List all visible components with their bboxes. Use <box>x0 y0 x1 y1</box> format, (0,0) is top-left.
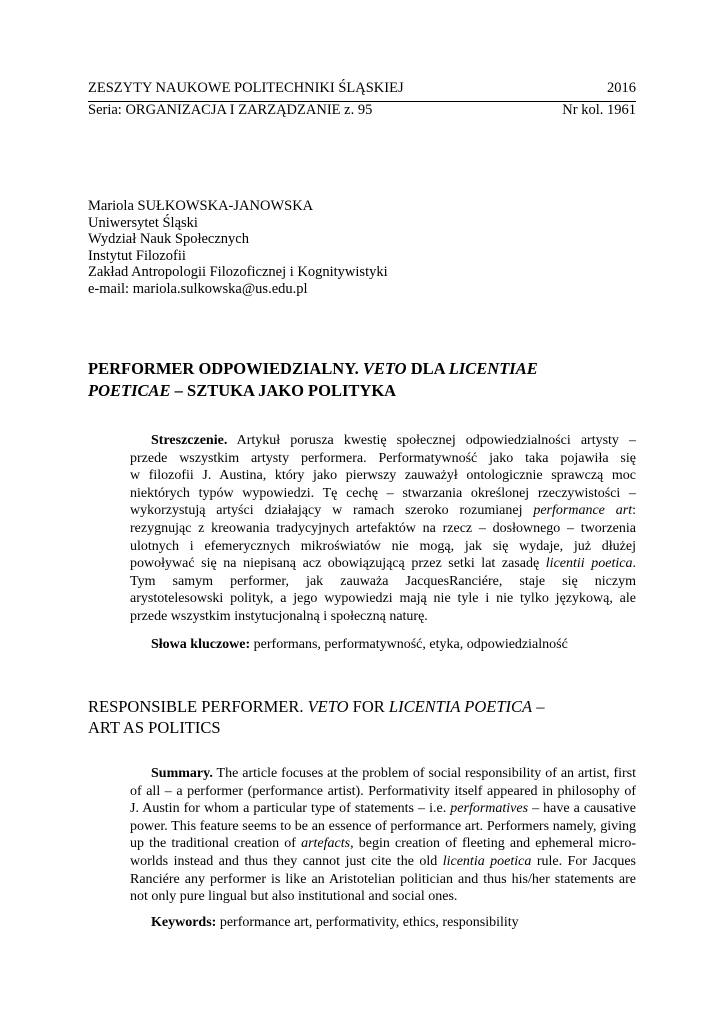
abstract-pl-label: Streszczenie. <box>151 433 228 448</box>
abstract-pl-line: rezygnując z kreowania tradycyjnych artefaktów na rzecz – dosłownego – tworzenia <box>130 520 636 536</box>
author-university: Uniwersytet Śląski <box>88 214 198 231</box>
abstract-en-line: Ranciére any performer is like an Aristotelian politician and thus his/her statements are <box>130 871 636 887</box>
abstract-en-line: Summary. The article focuses at the problem of social responsibility of an artist, first <box>151 766 636 781</box>
author-institute: Instytut Filozofii <box>88 247 186 264</box>
journal-year: 2016 <box>607 80 636 96</box>
author-block <box>88 198 388 297</box>
keywords-en-label: Keywords: <box>151 915 217 930</box>
abstract-en-line: of all – a performer (performance artist). Performativity itself appeared in philosophy of <box>130 783 636 799</box>
keywords-pl-text: performans, performatywność, etyka, odpowiedzialność <box>250 637 568 652</box>
abstract-pl-line: Streszczenie. Artykuł porusza kwestię społecznej odpowiedzialności artysty – <box>151 433 636 448</box>
journal-number: Nr kol. 1961 <box>562 102 636 118</box>
abstract-pl-line: Tym samym performer, jak zauważa JacquesRanciére, staje się niczym <box>130 573 636 589</box>
journal-series: Seria: ORGANIZACJA I ZARZĄDZANIE z. 95 <box>88 102 373 118</box>
abstract-en-line: up the traditional creation of artefacts, begin creation of fleeting and ephemeral micro- <box>130 836 637 852</box>
abstract-en-label: Summary. <box>151 766 213 781</box>
author-email: e-mail: mariola.sulkowska@us.edu.pl <box>88 280 308 297</box>
abstract-pl-line: powoływać się na niepisaną acz obowiązującą przez setki lat zasadę licentii poetica. <box>130 556 636 572</box>
author-name: Mariola SUŁKOWSKA-JANOWSKA <box>88 198 314 214</box>
abstract-pl-line: arystotelesowski polityk, a jego wypowiedzi mają nie tyle i nie tylko językową, ale <box>130 591 636 607</box>
abstract-pl-line: przede wszystkim artysty performera. Performatywność jako taka pojawiła się <box>130 450 636 466</box>
keywords-en <box>130 914 636 932</box>
keywords-pl-label: Słowa kluczowe: <box>151 637 251 652</box>
title-pl-line-2: POETICAE – SZTUKA JAKO POLITYKA <box>88 381 397 400</box>
abstract-pl-line: niektórych typów wypowiedzi. Tę cechę – stwarzania określonej rzeczywistości – <box>130 485 636 501</box>
title-en-line-2: ART AS POLITICS <box>88 718 221 737</box>
keywords-pl <box>130 636 636 654</box>
keywords-en-text: performance art, performativity, ethics, responsibility <box>216 915 519 930</box>
abstract-en <box>130 765 636 906</box>
abstract-pl-line: wykorzystują artyści działający w ramach szeroko rozumianej performance art: <box>130 503 636 519</box>
abstract-en-line: power. This feature seems to be an essence of performance art. Performers namely, giving <box>130 818 636 834</box>
author-department: Zakład Antropologii Filozoficznej i Kognitywistyki <box>88 264 388 280</box>
title-en-line-1: RESPONSIBLE PERFORMER. VETO FOR LICENTIA POETICA – <box>88 697 545 716</box>
title-pl-line-1: PERFORMER ODPOWIEDZIALNY. VETO DLA LICENTIAE <box>88 359 538 378</box>
abstract-en-line: not only pure lingual but also institutional and social ones. <box>130 889 458 905</box>
abstract-en-line: J. Austin for whom a particular type of statements – i.e. performatives – have a causative <box>130 801 636 817</box>
abstract-pl-line: przede wszystkim instytucjonalną i społeczną naturę. <box>130 608 428 624</box>
abstract-pl-line: w filozofii J. Austina, który jako pierwszy zauważył ontologicznie sprawczą moc <box>130 468 636 484</box>
journal-name: ZESZYTY NAUKOWE POLITECHNIKI ŚLĄSKIEJ <box>88 80 404 96</box>
abstract-en-line: worlds instead and thus they cannot just cite the old licentia poetica rule. For Jacques <box>130 853 636 869</box>
author-faculty: Wydział Nauk Społecznych <box>88 231 249 247</box>
abstract-pl <box>130 432 636 626</box>
abstract-pl-line: ulotnych i efemerycznych mikroświatów nie mogą, jak się wydaje, już dłużej <box>130 538 636 554</box>
